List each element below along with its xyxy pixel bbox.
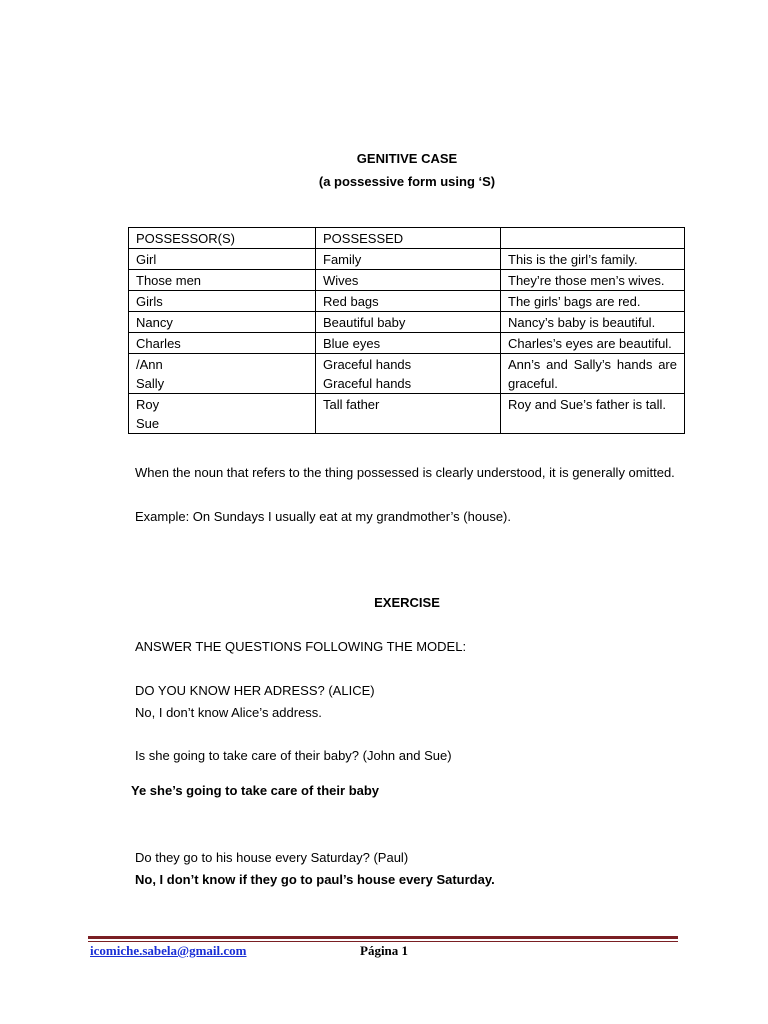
sentence-cell: They’re those men’s wives. (501, 270, 685, 291)
header-possessor: POSSESSOR(S) (129, 228, 316, 249)
possessor-line: Roy (136, 397, 160, 412)
table-row (129, 270, 685, 291)
table-row (129, 312, 685, 333)
possessor-cell: Charles (129, 333, 316, 354)
sentence-cell: The girls’ bags are red. (501, 291, 685, 312)
possessor-line: Sally (136, 376, 165, 391)
table-row (129, 333, 685, 354)
exercise-instruction: ANSWER THE QUESTIONS FOLLOWING THE MODEL: (135, 639, 467, 654)
sentence-cell: This is the girl’s family. (501, 249, 685, 270)
possessor-cell: Those men (129, 270, 316, 291)
page-subtitle: (a possessive form using ‘S) (318, 174, 496, 189)
possessed-cell: Beautiful baby (316, 312, 501, 333)
table-header-row (129, 228, 685, 249)
table-row (129, 249, 685, 270)
model-answer: No, I don’t know Alice’s address. (135, 705, 322, 720)
possessed-cell: Red bags (316, 291, 501, 312)
possessed-cell: Wives (316, 270, 501, 291)
footer-rule-thick (88, 936, 678, 939)
note-example: Example: On Sundays I usually eat at my grandmother’s (house). (135, 509, 511, 524)
table-row (129, 291, 685, 312)
sentence-cell: Roy and Sue’s father is tall. (501, 394, 685, 434)
sentence-cell: Charles’s eyes are beautiful. (501, 333, 685, 354)
possessed-cell (316, 354, 501, 394)
possessor-cell: Girl (129, 249, 316, 270)
possessor-cell: Nancy (129, 312, 316, 333)
footer-page-number: Página 1 (360, 943, 409, 958)
possessed-cell: Family (316, 249, 501, 270)
possessed-cell: Blue eyes (316, 333, 501, 354)
table-row (129, 394, 685, 434)
header-possessed: POSSESSED (316, 228, 501, 249)
footer-email-link[interactable]: icomiche.sabela@gmail.com (90, 943, 247, 958)
possessor-cell: Girls (129, 291, 316, 312)
answer-2: No, I don’t know if they go to paul’s house every Saturday. (135, 872, 495, 887)
page-title: GENITIVE CASE (356, 151, 458, 166)
header-sentence (501, 228, 685, 249)
note-paragraph: When the noun that refers to the thing possessed is clearly understood, it is generally omitted. (135, 465, 675, 480)
possessor-cell (129, 354, 316, 394)
exercise-title: EXERCISE (374, 595, 440, 610)
possessor-cell (129, 394, 316, 434)
possessed-cell: Tall father (316, 394, 501, 434)
possessed-line: Graceful hands (323, 357, 412, 372)
possessed-line: Graceful hands (323, 376, 412, 391)
genitive-table (128, 227, 685, 434)
question-2: Do they go to his house every Saturday? (Paul) (135, 850, 409, 865)
sentence-cell: Ann’s and Sally’s hands are graceful. (501, 354, 685, 394)
question-1: Is she going to take care of their baby? (John and Sue) (135, 748, 452, 763)
footer-rule-thin (88, 941, 678, 942)
sentence-cell: Nancy’s baby is beautiful. (501, 312, 685, 333)
model-question: DO YOU KNOW HER ADRESS? (ALICE) (135, 683, 375, 698)
possessor-line: /Ann (136, 357, 163, 372)
possessor-line: Sue (136, 416, 160, 431)
table-row (129, 354, 685, 394)
answer-1: Ye she’s going to take care of their baby (131, 783, 380, 798)
